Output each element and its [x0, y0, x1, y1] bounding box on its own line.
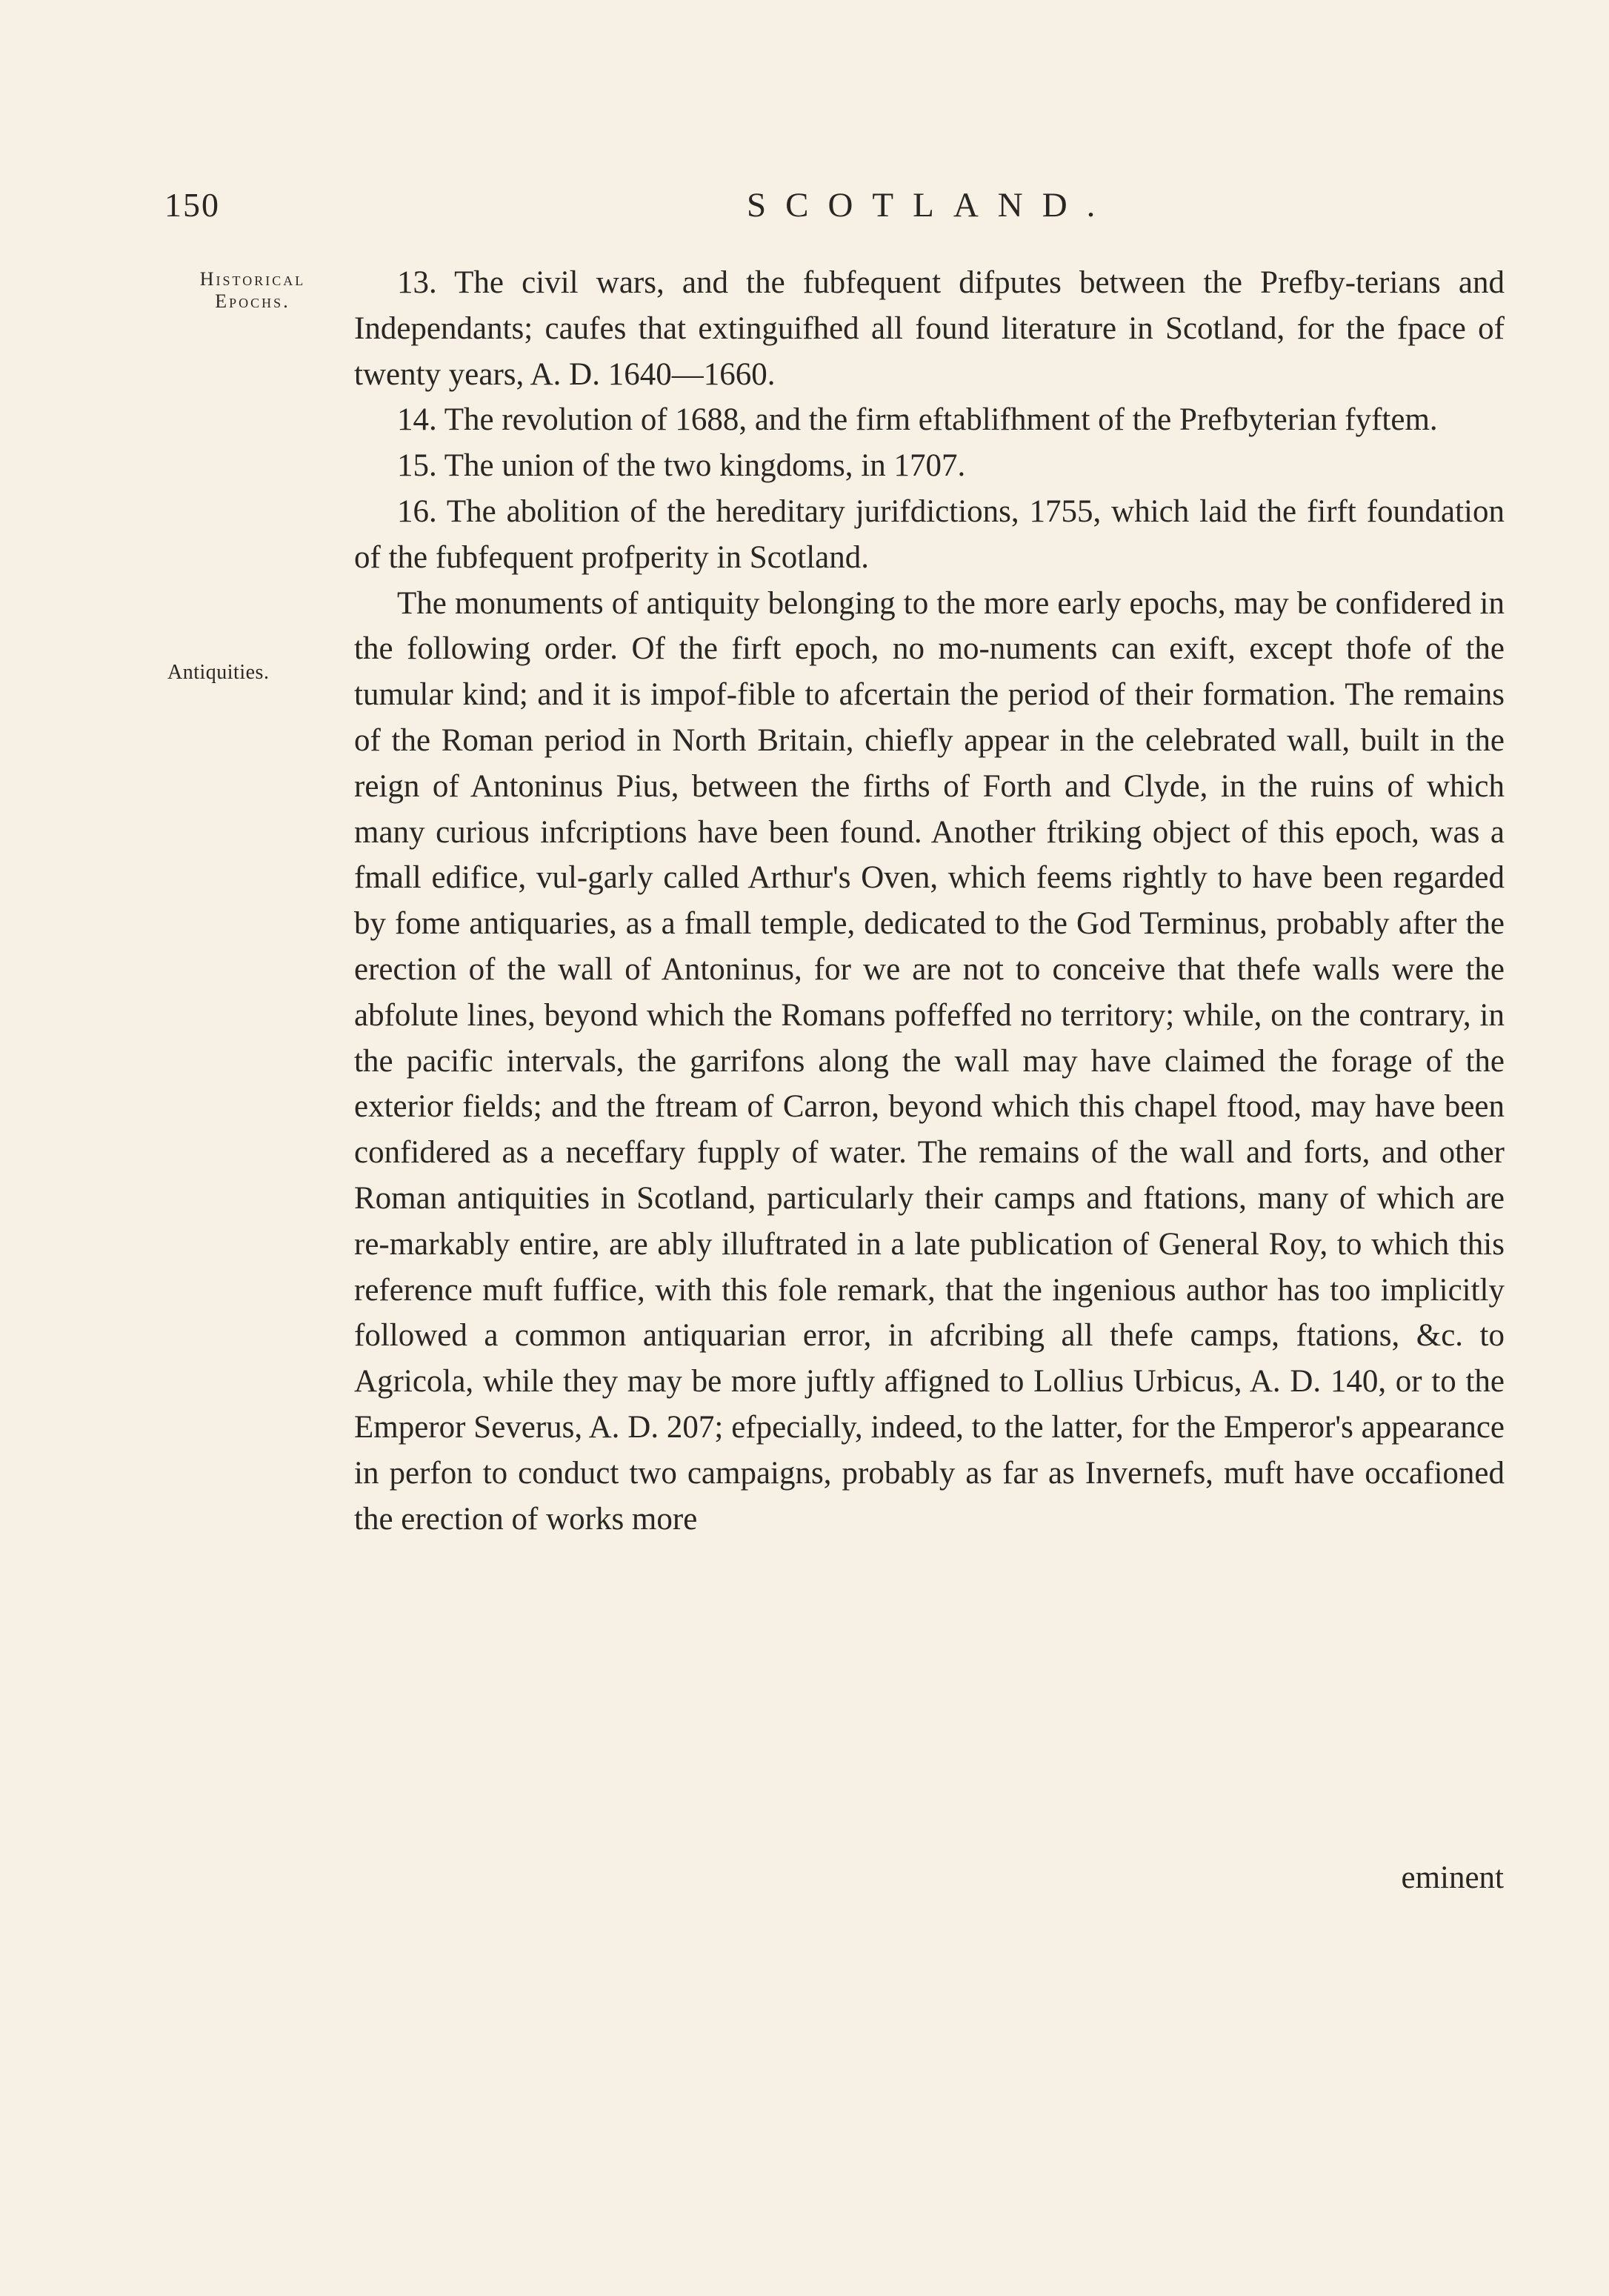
paragraph-16-abolition: 16. The abolition of the hereditary jurifdictions, 1755, which laid the firft foundation of the fubfequent profperity in Scotland.	[354, 493, 1505, 575]
paragraph-14-revolution: 14. The revolution of 1688, and the firm eftablifhment of the Prefbyterian fyftem.	[397, 402, 1438, 438]
paragraph-13-civil-wars: 13. The civil wars, and the fubfequent difputes between the Prefby-terians and Independants; caufes that extinguifhed all found literature in Scotland, for the fpace of twenty years, A. D. 1640—1660.	[354, 265, 1505, 392]
paragraph-antiquities: The monuments of antiquity belonging to the more early epochs, may be confidered in the following order. Of the firft epoch, no mo-numents can exift, except thofe of the tumular kind; and it is impof-fible to afcertain the period of their formation. The remains of the Roman period in North Britain, chiefly appear in the celebrated wall, built in the reign of Antoninus Pius, between the firths of Forth and Clyde, in the ruins of which many curious infcriptions have been found. Another ftriking object of this epoch, was a fmall edifice, vul-garly called Arthur's Oven, which feems rightly to have been regarded by fome antiquaries, as a fmall temple, dedicated to the God Terminus, probably after the erection of the wall of Antoninus, for we are not to conceive that thefe walls were the abfolute lines, beyond which the Romans poffeffed no territory; while, on the contrary, in the pacific intervals, the garrifons along the wall may have claimed the forage of the exterior fields; and the ftream of Carron, beyond which this chapel ftood, may have been confidered as a neceffary fupply of water. The remains of the wall and forts, and other Roman antiquities in Scotland, particularly their camps and ftations, many of which are re-markably entire, are ably illuftrated in a late publication of General Roy, to which this reference muft fuffice, with this fole remark, that the ingenious author has too implicitly followed a common antiquarian error, in afcribing all thefe camps, ftations, &c. to Agricola, while they may be more juftly affigned to Lollius Urbicus, A. D. 140, or to the Emperor Severus, A. D. 207; efpecially, indeed, to the latter, for the Emperor's appearance in perfon to conduct two campaigns, probably as far as Invernefs, muft have occafioned the erection of works more	[354, 585, 1505, 1537]
running-head: SCOTLAND.	[747, 186, 1115, 224]
catchword: eminent	[1401, 1860, 1504, 1895]
body-text	[354, 260, 1505, 1542]
margin-note-antiquities: Antiquities.	[167, 661, 270, 684]
margin-note-historical-epochs: Historical Epochs.	[199, 268, 306, 312]
page-number: 150	[164, 186, 220, 224]
paragraph-15-union: 15. The union of the two kingdoms, in 1707.	[397, 448, 966, 484]
